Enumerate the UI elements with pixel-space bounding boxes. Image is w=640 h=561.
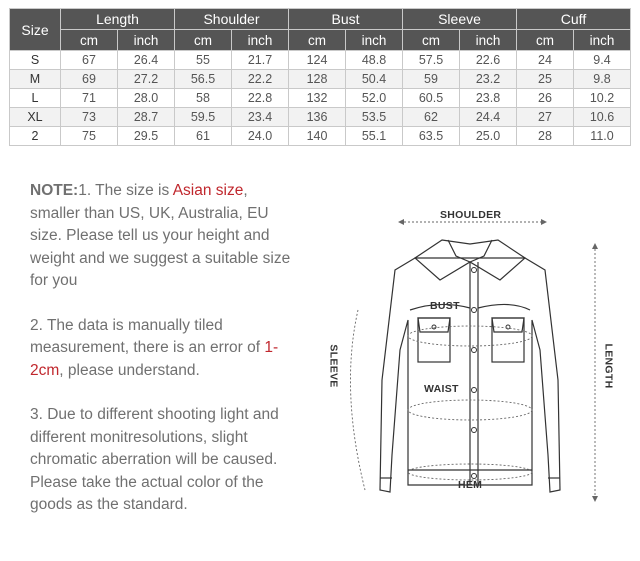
measurement-cell: 21.7 [232,51,289,70]
measurement-cell: 22.8 [232,89,289,108]
measurement-cell: 63.5 [403,127,460,146]
table-row [10,89,631,108]
size-cell: M [10,70,61,89]
measurement-cell: 9.4 [574,51,631,70]
length-label: LENGTH [602,343,615,389]
measurement-cell: 28.0 [118,89,175,108]
measurement-cell: 59 [403,70,460,89]
size-cell: S [10,51,61,70]
measurement-cell: 9.8 [574,70,631,89]
unit-cm: cm [517,30,574,51]
measurement-cell: 24.0 [232,127,289,146]
measurement-cell: 23.8 [460,89,517,108]
size-notes [30,180,300,539]
group-header-bust: Bust [289,9,403,30]
table-row [10,108,631,127]
note-2-highlight: 1-2cm [30,339,279,379]
size-chart-unit-row [10,30,631,51]
table-row [10,127,631,146]
jacket-measurement-diagram [320,200,620,520]
note-2-text-a: 2. The data is manually tiled measurement, there is an error of [30,316,265,356]
measurement-cell: 55.1 [346,127,403,146]
measurement-cell: 22.2 [232,70,289,89]
measurement-cell: 22.6 [460,51,517,70]
measurement-cell: 60.5 [403,89,460,108]
unit-cm: cm [175,30,232,51]
measurement-cell: 24 [517,51,574,70]
hem-label: HEM [458,479,483,491]
measurement-cell: 53.5 [346,108,403,127]
group-header-shoulder: Shoulder [175,9,289,30]
measurement-cell: 25.0 [460,127,517,146]
measurement-cell: 28.7 [118,108,175,127]
note-2-text-b: , please understand. [59,361,200,379]
table-row [10,51,631,70]
unit-inch: inch [118,30,175,51]
note-3: 3. Due to different shooting light and different monitresolutions, slight chromatic aberration will be caused. Please take the actual color of the goods as the standard. [30,406,279,513]
note-2 [30,315,300,383]
unit-cm: cm [289,30,346,51]
note-1-text-a: 1. The size is [78,182,173,199]
measurement-cell: 124 [289,51,346,70]
measurement-cell: 75 [61,127,118,146]
measurement-cell: 140 [289,127,346,146]
note-1 [30,180,300,293]
measurement-cell: 136 [289,108,346,127]
measurement-cell: 132 [289,89,346,108]
measurement-cell: 48.8 [346,51,403,70]
unit-cm: cm [61,30,118,51]
group-header-length: Length [61,9,175,30]
measurement-cell: 59.5 [175,108,232,127]
measurement-cell: 10.2 [574,89,631,108]
measurement-cell: 73 [61,108,118,127]
table-row [10,70,631,89]
size-cell: 2 [10,127,61,146]
measurement-cell: 29.5 [118,127,175,146]
measurement-cell: 62 [403,108,460,127]
measurement-cell: 128 [289,70,346,89]
measurement-cell: 56.5 [175,70,232,89]
measurement-cell: 25 [517,70,574,89]
measurement-cell: 11.0 [574,127,631,146]
measurement-cell: 55 [175,51,232,70]
measurement-cell: 24.4 [460,108,517,127]
sleeve-guide [350,310,365,490]
waist-label: WAIST [424,383,459,395]
unit-inch: inch [346,30,403,51]
unit-cm: cm [403,30,460,51]
group-header-cuff: Cuff [517,9,631,30]
measurement-cell: 23.4 [232,108,289,127]
measurement-cell: 57.5 [403,51,460,70]
note-1-highlight: Asian size [172,182,244,199]
measurement-cell: 23.2 [460,70,517,89]
measurement-cell: 67 [61,51,118,70]
unit-inch: inch [574,30,631,51]
measurement-cell: 50.4 [346,70,403,89]
size-cell: XL [10,108,61,127]
measurement-cell: 28 [517,127,574,146]
shoulder-label: SHOULDER [440,209,502,221]
note-1-text-b: , smaller than US, UK, Australia, EU size. Please tell us your height and weight and we suggest a suitable size for you [30,182,291,289]
unit-inch: inch [232,30,289,51]
measurement-cell: 69 [61,70,118,89]
measurement-cell: 71 [61,89,118,108]
note-label: NOTE: [30,182,79,199]
group-header-sleeve: Sleeve [403,9,517,30]
measurement-cell: 10.6 [574,108,631,127]
measurement-cell: 26 [517,89,574,108]
measurement-cell: 26.4 [118,51,175,70]
measurement-cell: 58 [175,89,232,108]
size-cell: L [10,89,61,108]
size-chart-header-row [10,9,631,30]
sleeve-label: SLEEVE [327,344,340,388]
size-column-header: Size [10,9,61,51]
measurement-cell: 27 [517,108,574,127]
unit-inch: inch [460,30,517,51]
measurement-cell: 27.2 [118,70,175,89]
measurement-cell: 61 [175,127,232,146]
bust-label: BUST [430,300,460,312]
jacket-illustration [320,200,620,520]
measurement-cell: 52.0 [346,89,403,108]
size-chart-table [9,8,631,146]
